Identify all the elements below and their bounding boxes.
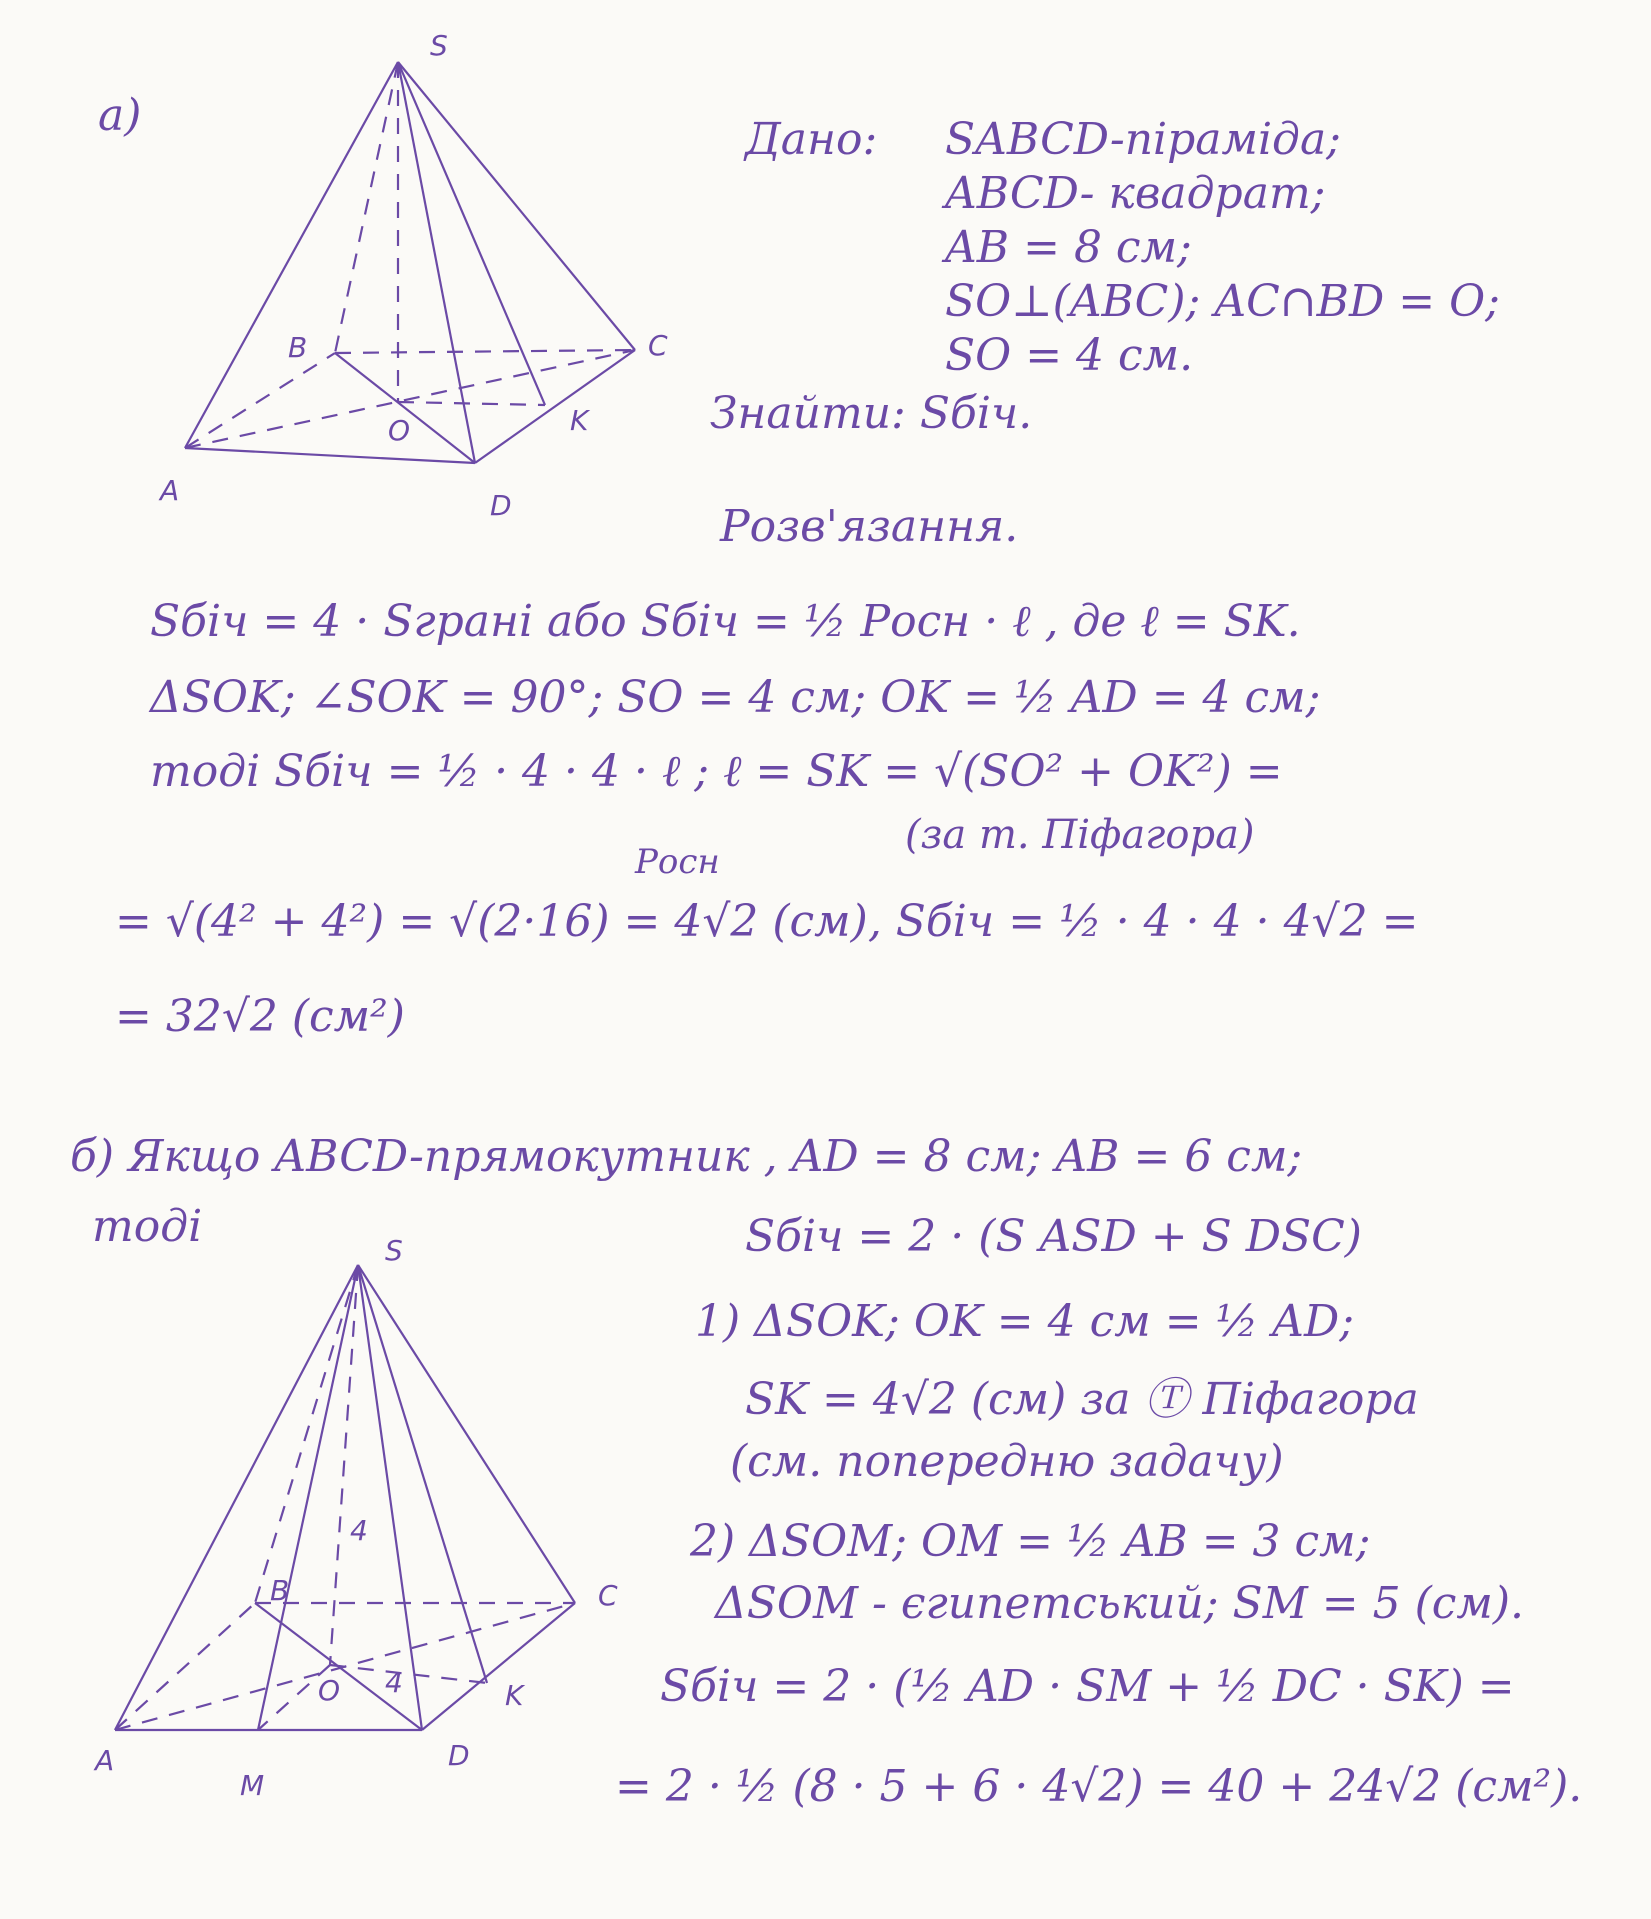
edge-dc xyxy=(422,1603,575,1730)
edge-sa xyxy=(115,1265,358,1730)
solution-line-4: = √(4² + 4²) = √(2·16) = 4√2 (см), Sбіч = ½ · 4 · 4 · 4√2 = xyxy=(115,896,1419,947)
label-d: D xyxy=(490,489,512,522)
label-a: A xyxy=(160,474,180,507)
solution-perimeter-note: Pосн xyxy=(635,842,720,882)
label-s: S xyxy=(385,1234,403,1267)
part-b-then: тоді xyxy=(92,1201,203,1252)
label-c: C xyxy=(648,329,668,362)
part-b-step-1c: (см. попередню задачу) xyxy=(730,1436,1284,1487)
part-b-step-1: 1) ΔSOK; OK = 4 см = ½ AD; xyxy=(695,1296,1355,1347)
pyramid-figure-b xyxy=(0,0,700,1919)
label-o: O xyxy=(388,414,411,447)
solution-line-3: тоді Sбіч = ½ · 4 · 4 · ℓ ; ℓ = SK = √(SO² + OK²) = xyxy=(150,746,1283,797)
solution-line-1: Sбіч = 4 · Sграні або Sбіч = ½ Pосн · ℓ , де ℓ = SK. xyxy=(150,596,1301,647)
given-title: Дано: xyxy=(745,114,878,165)
solution-line-2: ΔSOK; ∠SOK = 90°; SO = 4 см; OK = ½ AD = 4 см; xyxy=(150,672,1321,723)
label-o: O xyxy=(318,1674,341,1707)
part-b-answer: = 2 · ½ (8 · 5 + 6 · 4√2) = 40 + 24√2 (см²). xyxy=(615,1761,1583,1812)
label-s: S xyxy=(430,29,448,62)
solution-pythagoras-note: (за т. Піфагора) xyxy=(905,812,1255,858)
given-line-1: SABCD-піраміда; xyxy=(945,114,1341,165)
part-b-heading: б) Якщо ABCD-прямокутник , AD = 8 см; AB = 6 см; xyxy=(70,1131,1303,1182)
label-m: M xyxy=(240,1769,265,1802)
label-a: A xyxy=(95,1744,115,1777)
solution-answer-a: = 32√2 (см²) xyxy=(115,991,405,1042)
find-line: Знайти: Sбіч. xyxy=(710,388,1033,439)
segment-ok xyxy=(330,1665,487,1683)
given-line-4: SO⊥(ABC); AC∩BD = O; xyxy=(945,276,1500,327)
given-line-5: SO = 4 см. xyxy=(945,330,1194,381)
label-k: K xyxy=(505,1679,524,1712)
label-d: D xyxy=(448,1739,470,1772)
label-height: 4 xyxy=(350,1514,368,1547)
part-b-step-1b: SK = 4√2 (см) за Ⓣ Піфагора xyxy=(745,1374,1419,1425)
label-ok: 4 xyxy=(385,1666,403,1699)
edge-sc xyxy=(358,1265,575,1603)
part-a-label: a) xyxy=(98,90,142,141)
given-line-2: ABCD- квадрат; xyxy=(945,168,1326,219)
label-k: K xyxy=(570,404,589,437)
given-line-3: AB = 8 см; xyxy=(945,222,1192,273)
part-b-lateral-formula: Sбіч = 2 · (½ AD · SM + ½ DC · SK) = xyxy=(660,1661,1515,1712)
edge-sm xyxy=(258,1265,358,1730)
part-b-step-2: 2) ΔSOM; OM = ½ AB = 3 см; xyxy=(690,1516,1371,1567)
label-b: B xyxy=(288,331,308,364)
label-b: B xyxy=(270,1574,290,1607)
edge-ab xyxy=(115,1603,255,1730)
edge-sk xyxy=(358,1265,487,1683)
label-c: C xyxy=(598,1579,618,1612)
part-b-step-2b: ΔSOM - єгипетський; SM = 5 (см). xyxy=(715,1578,1525,1629)
solution-title: Розв'язання. xyxy=(720,501,1019,552)
part-b-formula: Sбіч = 2 · (S ASD + S DSC) xyxy=(745,1211,1362,1262)
